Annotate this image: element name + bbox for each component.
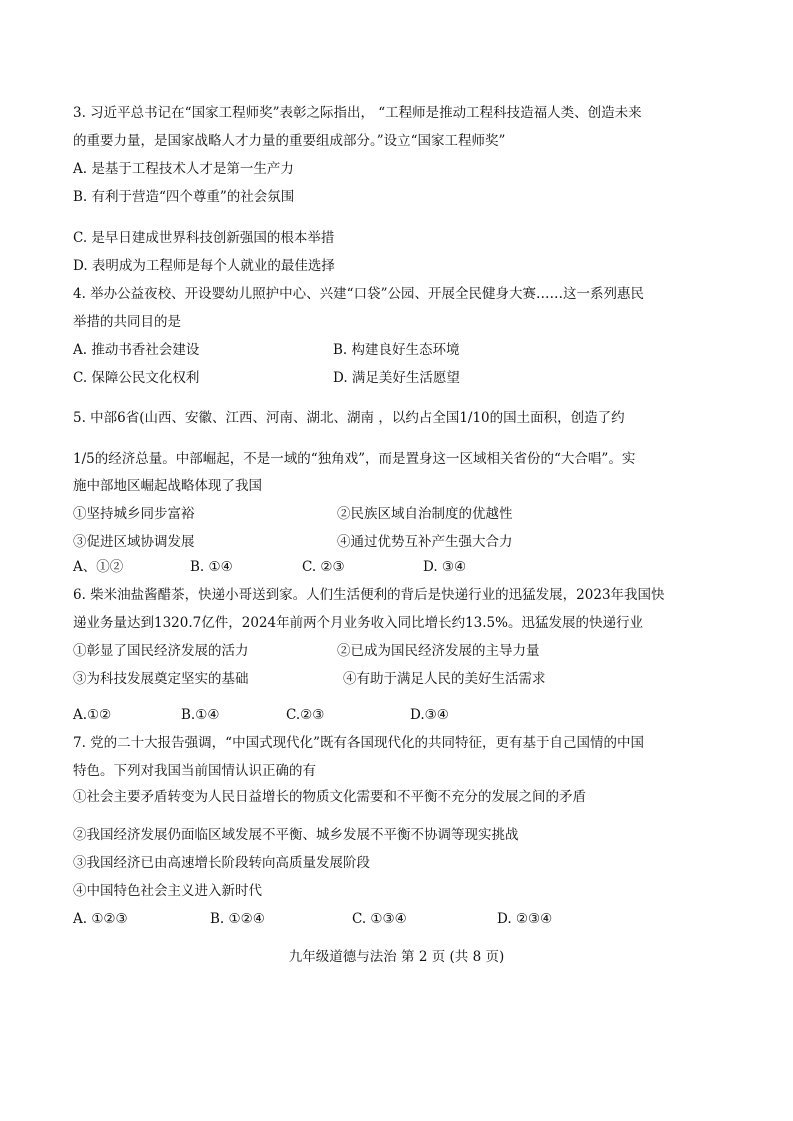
q5-answer-c: C. ②③ — [302, 559, 345, 575]
q4-option-d: D. 满足美好生活愿望 — [333, 370, 460, 386]
q3-option-b: B. 有利于营造“四个尊重”的社会氛围 — [73, 189, 295, 205]
q5-answer-a: A、①② — [73, 559, 124, 575]
q3-option-d: D. 表明成为工程师是每个人就业的最佳选择 — [73, 258, 335, 274]
q7-answer-a: A. ①②③ — [73, 911, 128, 927]
q5-item-2: ②民族区域自治制度的优越性 — [337, 506, 513, 522]
page-footer: 九年级道德与法治 第 2 页 (共 8 页) — [288, 949, 505, 965]
q6-item-2: ②已成为国民经济发展的主导力量 — [337, 643, 540, 659]
q6-item-4: ④有助于满足人民的美好生活需求 — [343, 671, 546, 687]
q7-answer-b: B. ①②④ — [210, 911, 265, 927]
q7-item-3: ③我国经济已由高速增长阶段转向高质量发展阶段 — [73, 855, 370, 871]
q4-option-a: A. 推动书香社会建设 — [73, 342, 200, 358]
q6-answer-d: D.③④ — [410, 707, 449, 723]
q5-answer-b: B. ①④ — [190, 559, 233, 575]
q6-answer-a: A.①② — [73, 707, 112, 723]
q5-item-1: ①坚持城乡同步富裕 — [73, 506, 195, 522]
q7-stem-line-1: 7. 党的二十大报告强调，“中国式现代化”既有各国现代化的共同特征，更有基于自己国情的中国 — [73, 735, 644, 751]
q4-option-c: C. 保障公民文化权利 — [73, 370, 200, 386]
q6-stem-line-1: 6. 柴米油盐酱醋茶，快递小哥送到家。人们生活便利的背后是快递行业的迅猛发展，2023年我国快 — [73, 587, 665, 603]
q7-item-4: ④中国特色社会主义进入新时代 — [73, 883, 262, 899]
q6-answer-c: C.②③ — [286, 707, 325, 723]
q5-stem-line-1: 5. 中部6省(山西、安徽、江西、河南、湖北、湖南 ，以约占全国1/10的国土面积，创造了约 — [73, 410, 625, 426]
q7-item-1: ①社会主要矛盾转变为人民日益增长的物质文化需要和不平衡不充分的发展之间的矛盾 — [73, 789, 586, 805]
q3-stem-line-1: 3. 习近平总书记在“国家工程师奖”表彰之际指出， “工程师是推动工程科技造福人类、创造未来 — [73, 105, 642, 121]
q5-answer-d: D. ③④ — [423, 559, 467, 575]
q6-item-1: ①彰显了国民经济发展的活力 — [73, 643, 249, 659]
q7-stem-line-2: 特色。下列对我国当前国情认识正确的有 — [73, 763, 316, 779]
q5-item-4: ④通过优势互补产生强大合力 — [337, 534, 513, 550]
q6-stem-line-2: 递业务量达到1320.7亿件，2024年前两个月业务收入同比增长约13.5%。迅猛发展的快递行业 — [73, 615, 643, 631]
q3-option-a: A. 是基于工程技术人才是第一生产力 — [73, 161, 294, 177]
q7-answer-c: C. ①③④ — [352, 911, 407, 927]
q5-stem-line-3: 施中部地区崛起战略体现了我国 — [73, 478, 262, 494]
q3-option-c: C. 是早日建成世界科技创新强国的根本举措 — [73, 230, 335, 246]
q5-stem-line-2: 1/5的经济总量。中部崛起，不是一域的“独角戏”，而是置身这一区域相关省份的“大合唱”。实 — [73, 451, 636, 467]
q6-answer-b: B.①④ — [181, 707, 220, 723]
q4-stem-line-1: 4. 举办公益夜校、开设婴幼儿照护中心、兴建“口袋”公园、开展全民健身大赛……这一系列惠民 — [73, 286, 644, 302]
q3-stem-line-2: 的重要力量，是国家战略人才力量的重要组成部分。”设立“国家工程师奖” — [73, 133, 506, 149]
q4-stem-line-2: 举措的共同目的是 — [73, 314, 181, 330]
q7-item-2: ②我国经济发展仍面临区域发展不平衡、城乡发展不平衡不协调等现实挑战 — [73, 827, 519, 843]
q5-item-3: ③促进区域协调发展 — [73, 534, 195, 550]
q4-option-b: B. 构建良好生态环境 — [333, 342, 460, 358]
q7-answer-d: D. ②③④ — [497, 911, 553, 927]
q6-item-3: ③为科技发展奠定坚实的基础 — [73, 671, 249, 687]
